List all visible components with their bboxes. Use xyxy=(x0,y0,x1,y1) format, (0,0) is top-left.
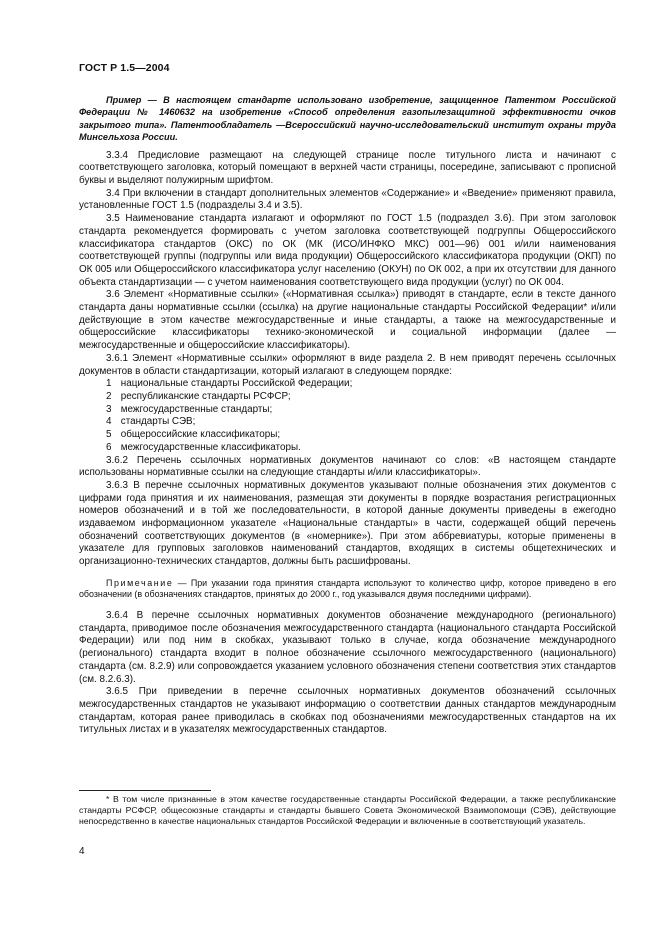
clause-3-6-1: 3.6.1 Элемент «Нормативные ссылки» оформляют в виде раздела 2. В нем приводят перечень ссылочных документов в области стандартизации, который излагают в следующем порядке: xyxy=(79,352,616,377)
example-text: В настоящем стандарте использовано изобретение, защищенное Патентом Российской Федерации № 1460632 на изобретение «Способ определения газопылезащитной эффективности очков закрытого типа». Патентообладатель —Всероссийский научно-исследовательский институт охраны труда Минсельхоза России. xyxy=(79,95,617,143)
list-item: 5 общероссийские классификаторы; xyxy=(106,429,281,441)
clause-3-4: 3.4 При включении в стандарт дополнительных элементов «Содержание» и «Введение» применяют правила, установленные ГОСТ 1.5 (подразделы 3.4 и 3.5). xyxy=(79,187,616,212)
list-item: 3 межгосударственные стандарты; xyxy=(106,403,273,415)
clause-3-6-3: 3.6.3 В перечне ссылочных нормативных документов указывают полные обозначения этих документов с цифрами года принятия и их наименования, размещая эти документы в порядке возрастания регистрационных номеров обозначений и в той же последовательности, в которой данные документы приведены в ежегодно издаваемом информационном указателе «Национальные стандарты» в части, содержащей общий перечень обозначений соответствующих документов (в «номернике»). При этом аббревиатуры, которые применены в указателе для групповых заголовков наименований стандартов, входящих в системы общетехнических и организационно-технических стандартов, должны быть расшифрованы. xyxy=(79,479,616,568)
clause-3-5: 3.5 Наименование стандарта излагают и оформляют по ГОСТ 1.5 (подраздел 3.6). При этом заголовок стандарта рекомендуется формировать с учетом заголовка соответствующей подгруппы Общероссийского классификатора стандартов (ОКС) по ОК (МК (ИСО/ИНФКО МКС) 001—96) 001 и/или наименования соответствующей группы (подгруппы или вида продукции) Общероссийского классификатора продукции (ОКП) по ОК 005 или Общероссийского классификатора услуг населению (ОКУН) по ОК 002, а при их отсутствии для данного объекта стандартизации — с учетом наименования соответствующего вида продукции (услуг) по ОК 004. xyxy=(79,213,616,288)
footnote xyxy=(79,794,616,828)
list-item: 1 национальные стандарты Российской Федерации; xyxy=(106,378,353,390)
note-label: Примечание xyxy=(106,577,174,588)
list-item: 2 республиканские стандарты РСФСР; xyxy=(106,390,291,402)
list-item: 6 межгосударственные классификаторы. xyxy=(106,441,301,453)
clause-3-6-2: 3.6.2 Перечень ссылочных нормативных документов начинают со слов: «В настоящем стандарте использованы нормативные ссылки на следующие стандарты и/или классификаторы». xyxy=(79,454,616,479)
clause-3-6-5: 3.6.5 При приведении в перечне ссылочных нормативных документов обозначений ссылочных межгосударственных стандартов не указывают информацию о соответствии данных стандартов международным стандартам, которая ранее приводилась в скобках под обозначениями межгосударственных стандартов на их титульных листах и в указателях межгосударственных стандартов. xyxy=(79,686,616,736)
list-item: 4 стандарты СЭВ; xyxy=(106,416,196,428)
document-header: ГОСТ Р 1.5—2004 xyxy=(79,62,170,74)
example-label: Пример — xyxy=(106,95,157,105)
footnote-separator xyxy=(79,790,211,791)
reference-order-list xyxy=(79,378,616,454)
note-paragraph xyxy=(79,578,616,601)
clause-3-6: 3.6 Элемент «Нормативные ссылки» («Нормативная ссылка») приводят в стандарте, если в тексте данного стандарта даны нормативные ссылки (ссылка) на другие национальные стандарты Российской Федерации* и/или действующие в этом качестве межгосударственные и иные стандарты, а также на межгосударственные и общероссийские классификаторы технико-экономической и социальной информации (далее — межгосударственные и общероссийские классификаторы). xyxy=(79,289,616,352)
example-paragraph xyxy=(79,94,616,144)
page-number: 4 xyxy=(79,846,85,857)
note-text: — При указании года принятия стандарта используют то количество цифр, которое приведено в его обозначении (в обозначениях стандартов, принятых до 2000 г., год указывался двумя последними цифрами). xyxy=(79,577,616,600)
page-body xyxy=(79,94,616,737)
clause-3-3-4: 3.3.4 Предисловие размещают на следующей странице после титульного листа и начинают с соответствующего заголовка, который помещают в верхней части страницы, посередине, записывают с прописной буквы и выделяют полужирным шрифтом. xyxy=(79,149,616,187)
footnote-text: * В том числе признанные в этом качестве государственные стандарты Российской Федерации, а также республиканские стандарты РСФСР, общесоюзные стандарты и стандарты бывшего Совета Экономической Взаимопомощи (СЭВ), действующие непосредственно в качестве национальных стандартов Российской Федерации и включенные в соответствующий указатель. xyxy=(79,794,616,827)
clause-3-6-4: 3.6.4 В перечне ссылочных нормативных документов обозначение международного (регионального) стандарта, приводимое после обозначения межгосударственного стандарта (национального стандарта Российской Федерации) или под ним в скобках, указывают только в случае, когда обозначение международного (регионального) стандарта входит в полное обозначение ссылочного межгосударственного (национального) стандарта (см. 8.2.9) или сопровождается указанием условного обозначения степени соответствия этих стандартов (см. 8.2.6.3). xyxy=(79,610,616,685)
